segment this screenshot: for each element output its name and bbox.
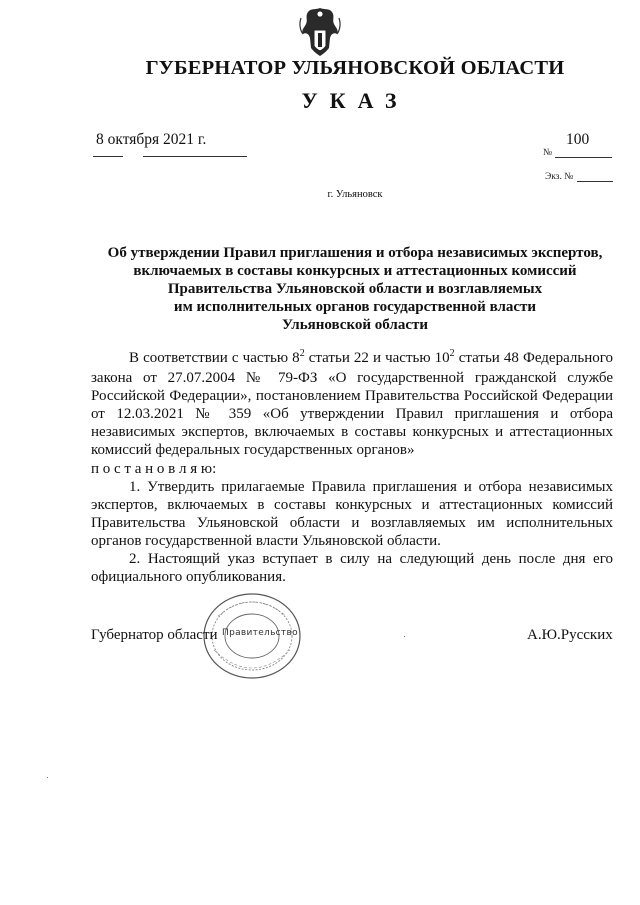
copy-number-label: Экз. № xyxy=(545,172,574,182)
copy-number-underline xyxy=(577,181,613,182)
item-2-paragraph: 2. Настоящий указ вступает в силу на следующий день после дня его официального опубликования. xyxy=(91,551,613,586)
document-number: 100 xyxy=(566,131,590,148)
scan-speck xyxy=(47,777,48,778)
number-underline xyxy=(555,157,612,158)
issuer-title: ГУБЕРНАТОР УЛЬЯНОВСКОЙ ОБЛАСТИ xyxy=(145,57,565,79)
coat-of-arms-icon xyxy=(297,4,343,58)
title-line: Правительства Ульяновской области и возглавляемых xyxy=(167,281,543,297)
document-title xyxy=(100,244,610,334)
number-sign-label: № xyxy=(543,148,553,158)
seal-text: Правительство xyxy=(222,628,298,638)
date-underline-long xyxy=(143,156,247,157)
decree-word: п о с т а н о в л я ю: xyxy=(91,460,217,477)
document-date: 8 октября 2021 г. xyxy=(96,131,207,148)
document-body xyxy=(91,349,613,586)
document-type: УКАЗ xyxy=(301,88,409,113)
title-line: включаемых в составы конкурсных и аттестационных комиссий xyxy=(133,263,577,279)
scan-speck xyxy=(404,636,405,637)
preamble-paragraph: В соответствии с частью $8^2$ статьи 22 и частью $10^2$ статьи 48 Федерального закона от 27.07.2004 № 79-ФЗ «О государственной гражданской службе Российской Федерации», постановлением Правительства Российской Федерации от 12.03.2021 № 359 «Об утверждении Правил приглашения и отбора независимых экспертов, включаемых в составы конкурсных и аттестационных комиссий федеральных государственных органов» xyxy=(91,348,613,459)
signatory-name: А.Ю.Русских xyxy=(527,627,613,643)
title-line: Ульяновской области xyxy=(281,317,429,333)
title-line: им исполнительных органов государственной власти xyxy=(173,299,537,315)
item-1-paragraph: 1. Утвердить прилагаемые Правила приглашения и отбора независимых экспертов, включаемых в составы конкурсных и аттестационных комиссий Правительства Ульяновской области и возглавляемых им исполнительных органов государственной власти Ульяновской области. xyxy=(91,478,613,549)
issue-city: г. Ульяновск xyxy=(327,189,383,200)
signatory-position: Губернатор области xyxy=(91,627,218,643)
title-line: Об утверждении Правил приглашения и отбора независимых экспертов, xyxy=(107,245,603,261)
date-underline-short xyxy=(93,156,123,157)
